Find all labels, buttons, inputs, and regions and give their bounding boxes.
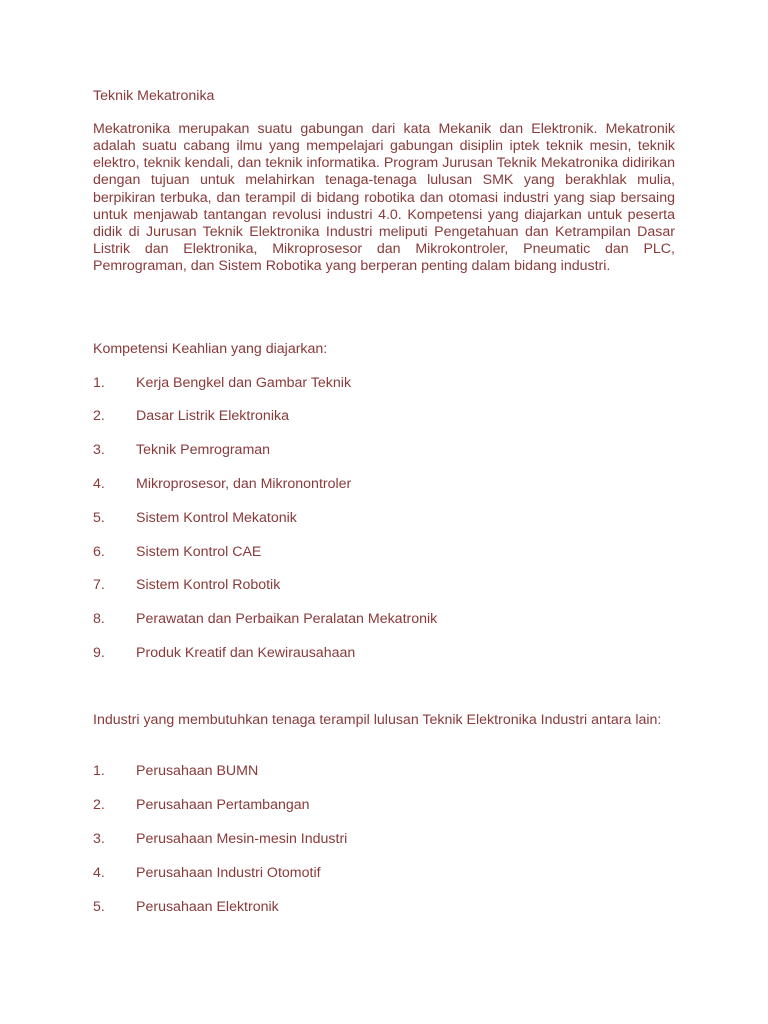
list-number: 8. <box>93 611 105 627</box>
list-number: 4. <box>93 865 105 881</box>
list-number: 2. <box>93 797 105 813</box>
list-number: 2. <box>93 408 105 424</box>
list-number: 1. <box>93 375 105 391</box>
list-number: 3. <box>93 442 105 458</box>
list-label: Sistem Kontrol Robotik <box>136 577 281 593</box>
list-label: Produk Kreatif dan Kewirausahaan <box>136 645 356 661</box>
list-number: 1. <box>93 763 105 779</box>
list-number: 3. <box>93 831 105 847</box>
industries-heading: Industri yang membutuhkan tenaga terampil lulusan Teknik Elektronika Industri antara lain: <box>93 712 662 728</box>
list-label: Kerja Bengkel dan Gambar Teknik <box>136 375 352 391</box>
list-label: Perusahaan BUMN <box>136 763 259 779</box>
list-number: 6. <box>93 544 105 560</box>
list-label: Sistem Kontrol CAE <box>136 544 262 560</box>
list-label: Perusahaan Pertambangan <box>136 797 310 813</box>
list-label: Mikroprosesor, dan Mikronontroler <box>136 476 352 492</box>
list-label: Dasar Listrik Elektronika <box>136 408 289 424</box>
list-number: 9. <box>93 645 105 661</box>
list-label: Perusahaan Mesin-mesin Industri <box>136 831 348 847</box>
list-label: Perusahaan Elektronik <box>136 899 279 915</box>
list-number: 7. <box>93 577 105 593</box>
list-number: 4. <box>93 476 105 492</box>
list-number: 5. <box>93 510 105 526</box>
document-title: Teknik Mekatronika <box>93 88 215 104</box>
intro-paragraph: Mekatronika merupakan suatu gabungan dari kata Mekanik dan Elektronik. Mekatronik adalah suatu cabang ilmu yang mempelajari gabungan disiplin iptek teknik mesin, teknik elektro, teknik kendali, dan teknik informatika. Program Jurusan Teknik Mekatronika didirikan dengan tujuan untuk melahirkan tenaga-tenaga lulusan SMK yang berakhlak mulia, berpikiran terbuka, dan terampil di bidang robotika dan otomasi industri yang siap bersaing untuk menjawab tantangan revolusi industri 4.0. Kompetensi yang diajarkan untuk peserta didik di Jurusan Teknik Elektronika Industri meliputi Pengetahuan dan Ketrampilan Dasar Listrik dan Elektronika, Mikroprosesor dan Mikrokontroler, Pneumatic dan PLC, Pemrograman, dan Sistem Robotika yang berperan penting dalam bidang industri. <box>93 121 675 275</box>
list-label: Perusahaan Industri Otomotif <box>136 865 321 881</box>
list-label: Perawatan dan Perbaikan Peralatan Mekatronik <box>136 611 438 627</box>
list-number: 5. <box>93 899 105 915</box>
list-label: Teknik Pemrograman <box>136 442 271 458</box>
competencies-heading: Kompetensi Keahlian yang diajarkan: <box>93 341 328 357</box>
list-label: Sistem Kontrol Mekatonik <box>136 510 297 526</box>
